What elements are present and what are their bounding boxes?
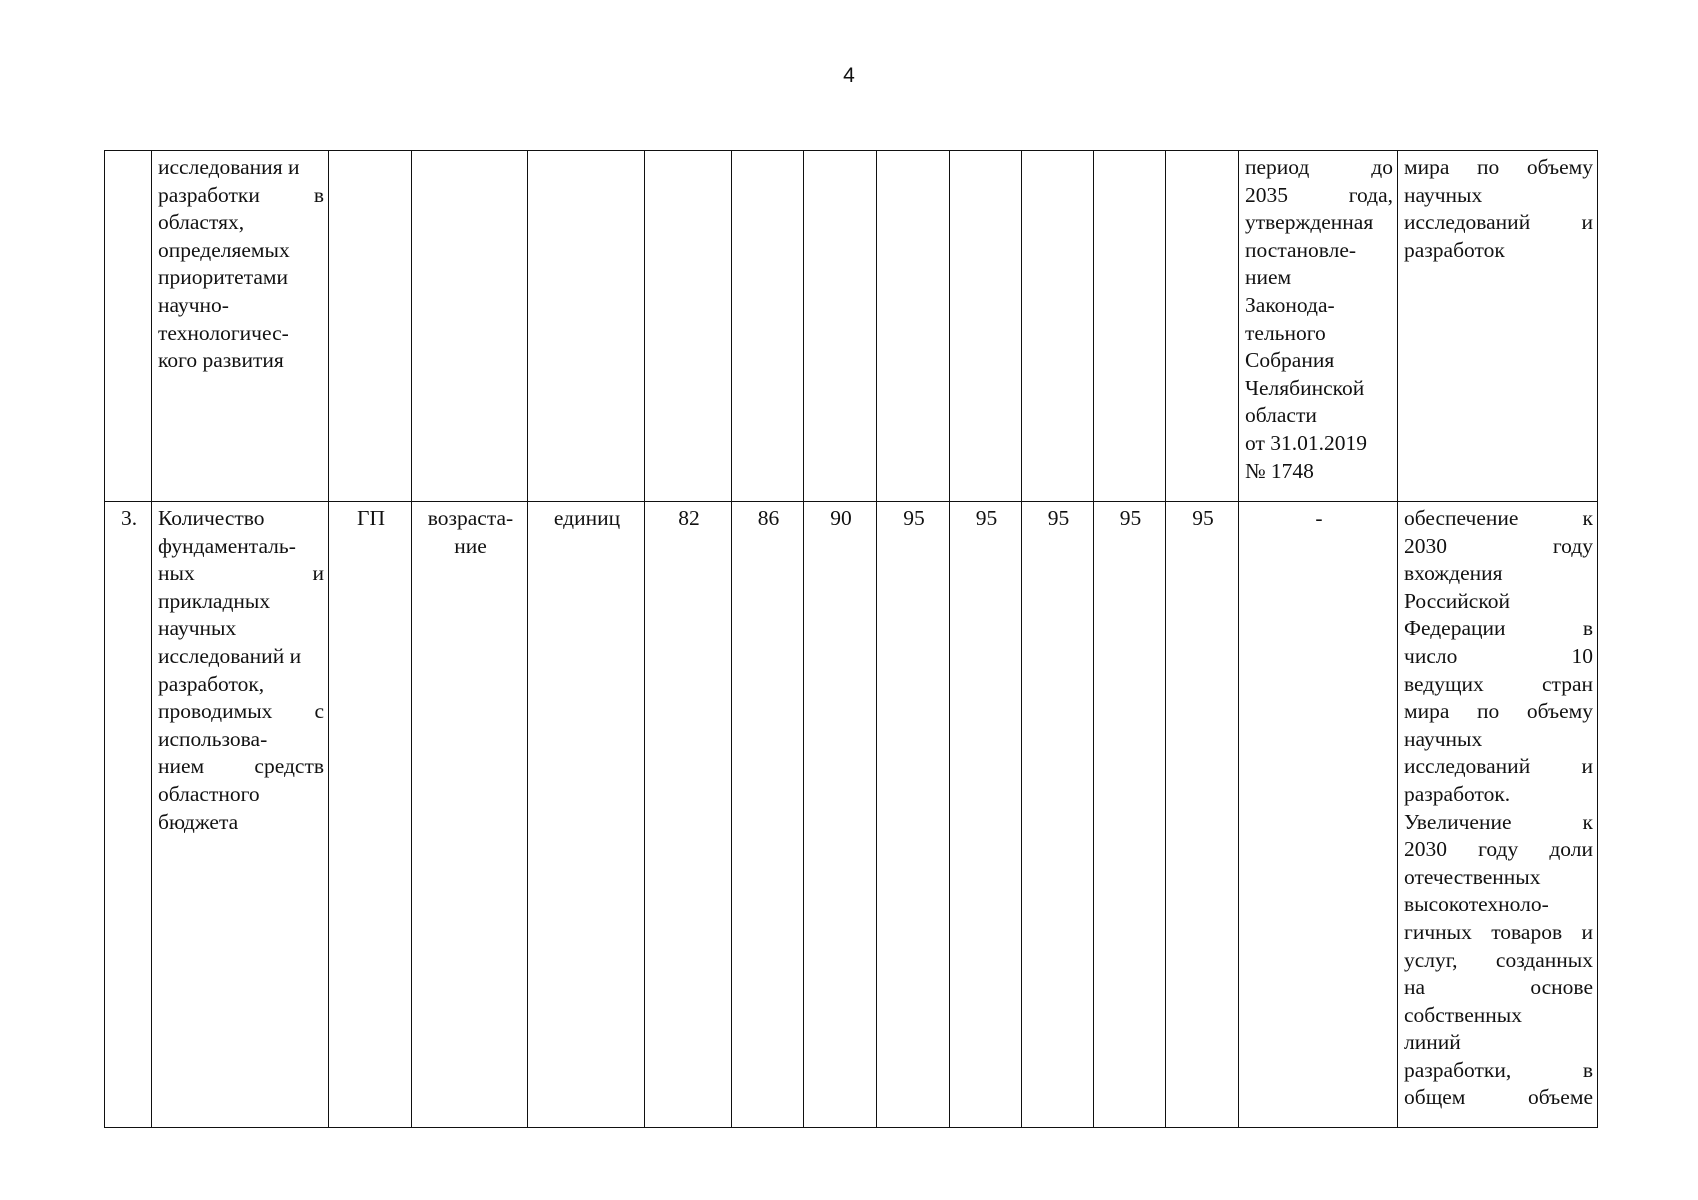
cell-value xyxy=(804,151,877,502)
goal-line: Российской xyxy=(1404,588,1510,613)
cell-value xyxy=(732,151,804,502)
goal-line: высокотехноло- xyxy=(1404,892,1549,917)
indicator-line: научно- xyxy=(158,292,229,317)
indicator-line: использова- xyxy=(158,726,268,751)
goal-line: ведущих стран xyxy=(1404,671,1593,696)
cell-value xyxy=(1094,151,1166,502)
document-line: № 1748 xyxy=(1245,458,1314,483)
goal-line: разработки, в xyxy=(1404,1057,1593,1082)
goal-line: 2030 году xyxy=(1404,533,1593,558)
document-line: период до xyxy=(1245,155,1393,179)
cell-value xyxy=(877,151,950,502)
goal-line: число 10 xyxy=(1404,643,1593,668)
cell-value: 95 xyxy=(1166,502,1239,1128)
goal-line: гичных товаров и xyxy=(1404,919,1593,944)
cell-unit xyxy=(528,151,645,502)
cell-value: 86 xyxy=(732,502,804,1128)
indicator-line: ных и xyxy=(158,561,324,586)
indicator-line: разработки в xyxy=(158,182,324,207)
cell-value xyxy=(950,151,1022,502)
goal-line: разработок xyxy=(1404,237,1505,262)
goal-line: Федерации в xyxy=(1404,616,1593,641)
document-line: тельного xyxy=(1245,320,1326,345)
goal-line: Увеличение к xyxy=(1404,809,1593,834)
cell-goal xyxy=(1398,151,1598,502)
trend-line: ние xyxy=(454,533,487,558)
indicator-line: областях, xyxy=(158,210,245,235)
cell-indicator xyxy=(152,502,329,1128)
cell-value xyxy=(645,151,732,502)
cell-number xyxy=(105,151,152,502)
indicator-line: фундаменталь- xyxy=(158,533,296,558)
indicator-line: нием средств xyxy=(158,754,324,779)
cell-level xyxy=(329,151,412,502)
document-line: 2035 года, xyxy=(1245,182,1393,207)
document-line: области xyxy=(1245,403,1317,428)
cell-trend xyxy=(412,151,528,502)
goal-line: исследований и xyxy=(1404,754,1593,779)
indicators-table xyxy=(104,150,1598,1128)
goal-line: вхождения xyxy=(1404,561,1503,586)
document-line: утвержденная xyxy=(1245,210,1374,235)
cell-value: 82 xyxy=(645,502,732,1128)
cell-level: ГП xyxy=(329,502,412,1128)
indicator-line: приоритетами xyxy=(158,265,289,290)
goal-line: линий xyxy=(1404,1030,1461,1055)
cell-value xyxy=(1166,151,1239,502)
indicator-line: бюджета xyxy=(158,809,239,834)
indicator-line: исследований и xyxy=(158,643,302,668)
goal-line: отечественных xyxy=(1404,864,1541,889)
indicator-line: разработок, xyxy=(158,671,265,696)
document-line: Законода- xyxy=(1245,292,1335,317)
goal-line: научных xyxy=(1404,726,1483,751)
cell-value: 90 xyxy=(804,502,877,1128)
document-line: Собрания xyxy=(1245,348,1335,373)
indicator-line: проводимых с xyxy=(158,699,324,724)
document-line: нием xyxy=(1245,265,1292,290)
cell-value xyxy=(1022,151,1094,502)
page-number: 4 xyxy=(843,64,855,87)
cell-value: 95 xyxy=(950,502,1022,1128)
trend-line: возраста- xyxy=(427,506,514,530)
document-line: постановле- xyxy=(1245,237,1357,262)
document-line: от 31.01.2019 xyxy=(1245,430,1367,455)
indicator-line: научных xyxy=(158,616,237,641)
goal-line: разработок. xyxy=(1404,781,1511,806)
cell-value: 95 xyxy=(877,502,950,1128)
cell-value: 95 xyxy=(1094,502,1166,1128)
goal-line: мира по объему xyxy=(1404,155,1593,179)
cell-document: - xyxy=(1239,502,1398,1128)
indicator-line: исследования и xyxy=(158,155,300,179)
cell-document xyxy=(1239,151,1398,502)
indicator-line: технологичес- xyxy=(158,320,289,345)
goal-line: обеспечение к xyxy=(1404,506,1593,530)
cell-unit: единиц xyxy=(528,502,645,1128)
cell-value: 95 xyxy=(1022,502,1094,1128)
goal-line: собственных xyxy=(1404,1002,1522,1027)
indicator-line: областного xyxy=(158,781,260,806)
indicator-line: кого развития xyxy=(158,348,284,373)
goal-line: мира по объему xyxy=(1404,699,1593,724)
cell-goal xyxy=(1398,502,1598,1128)
indicator-line: Количество xyxy=(158,506,265,530)
goal-line: научных xyxy=(1404,182,1483,207)
goal-line: общем объеме xyxy=(1404,1085,1593,1110)
indicator-line: определяемых xyxy=(158,237,290,262)
goal-line: исследований и xyxy=(1404,210,1593,235)
goal-line: услуг, созданных xyxy=(1404,947,1593,972)
goal-line: 2030 году доли xyxy=(1404,837,1593,862)
table-row-3 xyxy=(105,502,1598,1128)
indicator-line: прикладных xyxy=(158,588,271,613)
cell-trend xyxy=(412,502,528,1128)
document-line: Челябинской xyxy=(1245,375,1365,400)
table-row-continuation xyxy=(105,151,1598,502)
cell-indicator xyxy=(152,151,329,502)
goal-line: на основе xyxy=(1404,975,1593,1000)
cell-number: 3. xyxy=(105,502,152,1128)
